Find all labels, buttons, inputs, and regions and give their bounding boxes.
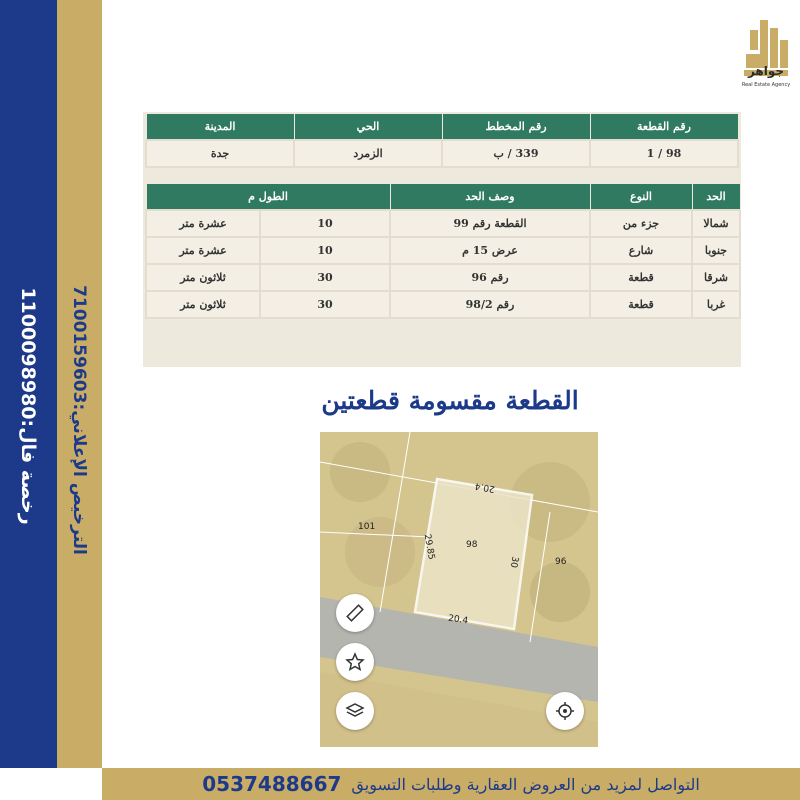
- boundary-cell: جنوبا: [692, 237, 740, 264]
- boundary-header: الحد: [692, 184, 740, 210]
- dim-west: 29.85: [421, 533, 437, 561]
- district-header: الحي: [294, 114, 442, 140]
- layers-icon: [345, 701, 365, 721]
- company-logo-icon: [738, 6, 792, 94]
- plot-label-101: 101: [358, 522, 376, 532]
- plan-number-header: رقم المخطط: [442, 114, 590, 140]
- plot-number-header: رقم القطعة: [590, 114, 738, 140]
- star-icon: [345, 652, 365, 672]
- boundary-table: [145, 183, 741, 319]
- footer-message: التواصل لمزيد من العروض العقارية وطلبات التسويق: [351, 774, 700, 794]
- plot-number-value: 98 / 1: [590, 140, 738, 167]
- description-cell: عرض 15 م: [390, 237, 590, 264]
- locate-button[interactable]: [546, 692, 584, 730]
- length-words-cell: ثلاثون متر: [146, 264, 260, 291]
- footer-phone[interactable]: 0537488667: [202, 772, 342, 796]
- description-cell: رقم 98/2: [390, 291, 590, 318]
- page-title: القطعة مقسومة قطعتين: [321, 386, 579, 415]
- ad-license-text: الترخيص الإعلاني:7100159603: [69, 285, 89, 555]
- star-button[interactable]: [336, 643, 374, 681]
- dim-south: 20.4: [447, 613, 469, 627]
- description-cell: القطعة رقم 99: [390, 210, 590, 237]
- length-words-cell: ثلاثون متر: [146, 291, 260, 318]
- fal-license-text: رخصة فال:1100098980: [17, 287, 39, 525]
- table-row: [146, 264, 740, 291]
- boundary-cell: غربا: [692, 291, 740, 318]
- plot-label-96: 96: [555, 557, 567, 567]
- plan-number-value: 339 / ب: [442, 140, 590, 167]
- footer-bar: [102, 768, 800, 800]
- description-header: وصف الحد: [390, 184, 590, 210]
- logo-english-name: Real Estate Agency: [741, 82, 791, 88]
- table-row: [146, 291, 740, 318]
- boundary-cell: شرقا: [692, 264, 740, 291]
- boundary-cell: شمالا: [692, 210, 740, 237]
- city-value: جدة: [146, 140, 294, 167]
- plot-map[interactable]: [320, 432, 598, 747]
- type-cell: قطعة: [590, 291, 692, 318]
- dim-north: 20.4: [474, 480, 496, 494]
- length-words-cell: عشرة متر: [146, 237, 260, 264]
- ruler-icon: [345, 603, 365, 623]
- description-cell: رقم 96: [390, 264, 590, 291]
- table-row: [146, 210, 740, 237]
- length-number-cell: 30: [260, 264, 390, 291]
- type-header: النوع: [590, 184, 692, 210]
- district-value: الزمرد: [294, 140, 442, 167]
- length-words-cell: عشرة متر: [146, 210, 260, 237]
- plot-label-98: 98: [466, 540, 478, 550]
- table-row: [146, 237, 740, 264]
- layers-button[interactable]: [336, 692, 374, 730]
- plot-info-table: [145, 113, 739, 168]
- length-number-cell: 10: [260, 237, 390, 264]
- type-cell: قطعة: [590, 264, 692, 291]
- length-number-cell: 30: [260, 291, 390, 318]
- length-header: الطول م: [146, 184, 390, 210]
- dim-east: 30: [507, 555, 520, 569]
- city-header: المدينة: [146, 114, 294, 140]
- type-cell: جزء من: [590, 210, 692, 237]
- locate-icon: [555, 701, 575, 721]
- plot-info-value-row: [146, 140, 738, 167]
- type-cell: شارع: [590, 237, 692, 264]
- logo-arabic-name: جواهر: [747, 64, 785, 78]
- boundary-header-row: [146, 184, 740, 210]
- ruler-button[interactable]: [336, 594, 374, 632]
- length-number-cell: 10: [260, 210, 390, 237]
- plot-info-header-row: [146, 114, 738, 140]
